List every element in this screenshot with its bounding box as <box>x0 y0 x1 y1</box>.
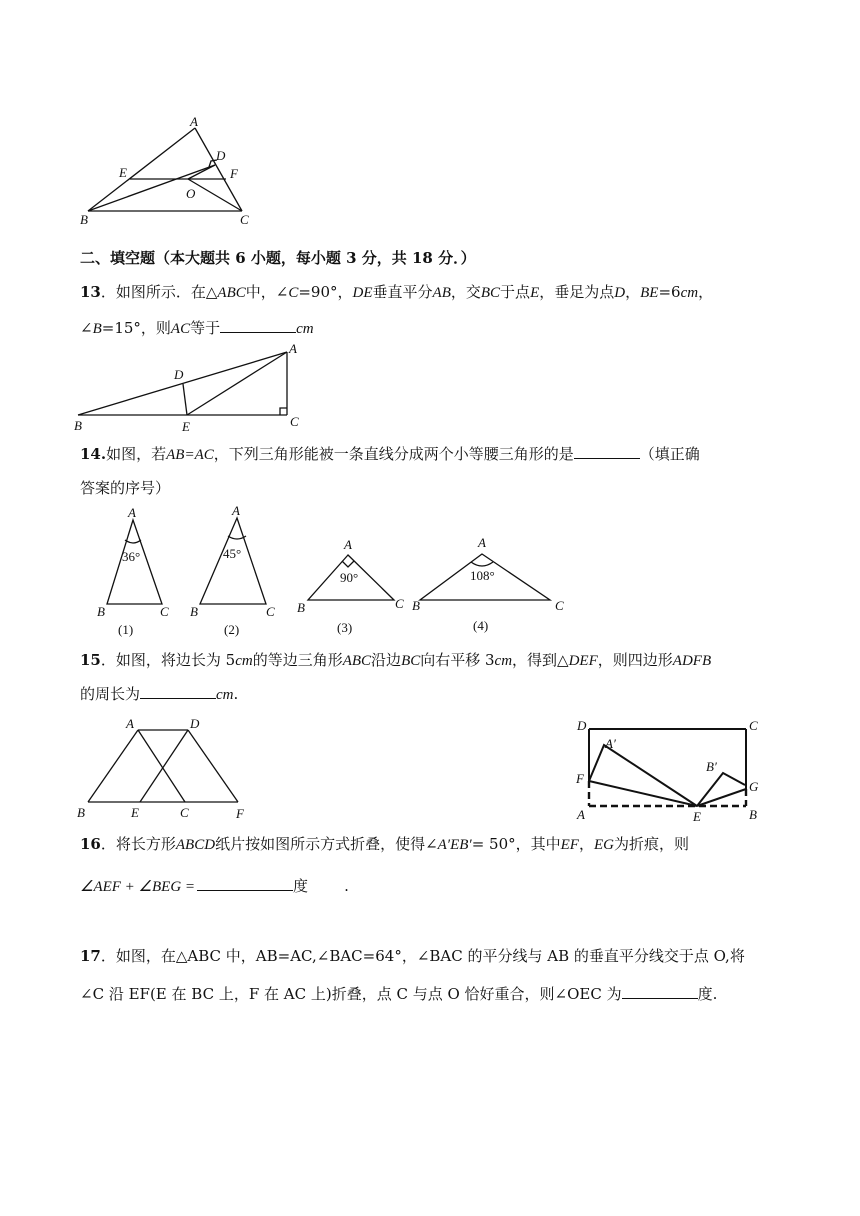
q14-t3-angle: 90° <box>340 570 359 585</box>
q13-line1: 13．如图所示．在△ABC中，∠C=90°，DE垂直平分AB，交BC于点E，垂足为点D，BE=6cm， <box>80 283 714 301</box>
q16-fold-figure <box>0 705 860 825</box>
q13-label-B: B <box>74 418 82 433</box>
q16-label-C: C <box>749 718 758 733</box>
q17-line1: 17．如图，在△ABC 中，AB=AC,∠BAC=64°，∠BAC 的平分线与 AB 的垂直平分线交于点 O,将 <box>80 947 745 965</box>
q15-answer-blank[interactable] <box>140 684 216 699</box>
q15-label-B: B <box>77 805 85 820</box>
section-heading: 二、填空题（本大题共 6 小题，每小题 3 分，共 18 分．） <box>80 249 476 267</box>
q16-label-A: A <box>577 807 585 822</box>
q14-t3-caption: (3) <box>337 620 353 635</box>
q14-t2-A: A <box>232 503 240 518</box>
q15-label-F: F <box>236 806 244 821</box>
q13-label-D: D <box>174 367 184 382</box>
q16-number: 16 <box>80 835 101 853</box>
q16-answer-blank[interactable] <box>197 876 293 891</box>
q14-t1-C: C <box>160 604 169 619</box>
q15-label-A: A <box>126 716 134 731</box>
q14-t1-A: A <box>128 505 136 520</box>
q16-label-E: E <box>693 809 701 824</box>
q16-label-B: B <box>749 807 757 822</box>
q14-t4-A: A <box>478 535 486 550</box>
q14-t2-B: B <box>190 604 198 619</box>
label-C: C <box>240 212 249 227</box>
q15-number: 15 <box>80 651 101 669</box>
q14-t4-caption: (4) <box>473 618 489 633</box>
q17-line2: ∠C 沿 EF(E 在 BC 上，F 在 AC 上)折叠，点 C 与点 O 恰好重合，则∠OEC 为 度. <box>80 985 718 1003</box>
q16-line2: ∠AEF + ∠BEG = 度 . <box>80 877 349 895</box>
label-A: A <box>190 114 198 129</box>
label-D: D <box>216 148 226 163</box>
q15-label-D: D <box>190 716 200 731</box>
q14-t2-caption: (2) <box>224 622 240 637</box>
q13-answer-blank[interactable] <box>220 318 296 333</box>
q14-answer-blank[interactable] <box>574 444 640 459</box>
q14-line2: 答案的序号） <box>80 479 171 497</box>
q16-label-B1: B′ <box>706 759 717 774</box>
q13-label-A: A <box>289 341 297 356</box>
q14-t1-B: B <box>97 604 105 619</box>
q13-label-E: E <box>182 419 190 434</box>
q13-figure <box>0 340 860 440</box>
q14-number: 14. <box>80 445 107 463</box>
q14-figures <box>0 500 860 640</box>
q14-t3-C: C <box>395 596 404 611</box>
q15-line1: 15．如图，将边长为 5cm的等边三角形ABC沿边BC向右平移 3cm，得到△DEF，则四边形ADFB <box>80 651 712 669</box>
q17-answer-blank[interactable] <box>622 984 698 999</box>
q16-label-F: F <box>576 771 584 786</box>
q14-line1: 14.如图，若AB=AC，下列三角形能被一条直线分成两个小等腰三角形的是 （填正确 <box>80 445 700 463</box>
q16-label-D: D <box>577 718 587 733</box>
q16-label-G: G <box>749 779 759 794</box>
q14-t2-angle: 45° <box>223 546 242 561</box>
q15-label-E: E <box>131 805 139 820</box>
q14-t3-A: A <box>344 537 352 552</box>
q15-label-C: C <box>180 805 189 820</box>
q16-label-A1: A′ <box>605 736 616 751</box>
label-O: O <box>186 186 196 201</box>
q14-t4-C: C <box>555 598 564 613</box>
q14-t3-B: B <box>297 600 305 615</box>
q13-number: 13 <box>80 283 101 301</box>
q14-t2-C: C <box>266 604 275 619</box>
q14-t4-B: B <box>412 598 420 613</box>
label-B: B <box>80 212 88 227</box>
label-E: E <box>119 165 127 180</box>
label-F: F <box>230 166 238 181</box>
q16-line1: 16．将长方形ABCD纸片按如图所示方式折叠，使得∠A′EB′= 50°，其中EF，EG为折痕，则 <box>80 835 689 853</box>
q14-t1-angle: 36° <box>122 549 141 564</box>
q13-label-C: C <box>290 414 299 429</box>
q13-line2: ∠B=15°，则AC等于 cm <box>80 319 314 337</box>
q17-number: 17 <box>80 947 101 965</box>
top-triangle-figure <box>0 0 860 240</box>
q14-t1-caption: (1) <box>118 622 134 637</box>
q15-line2: 的周长为 cm. <box>80 685 239 703</box>
q14-t4-angle: 108° <box>470 568 495 583</box>
